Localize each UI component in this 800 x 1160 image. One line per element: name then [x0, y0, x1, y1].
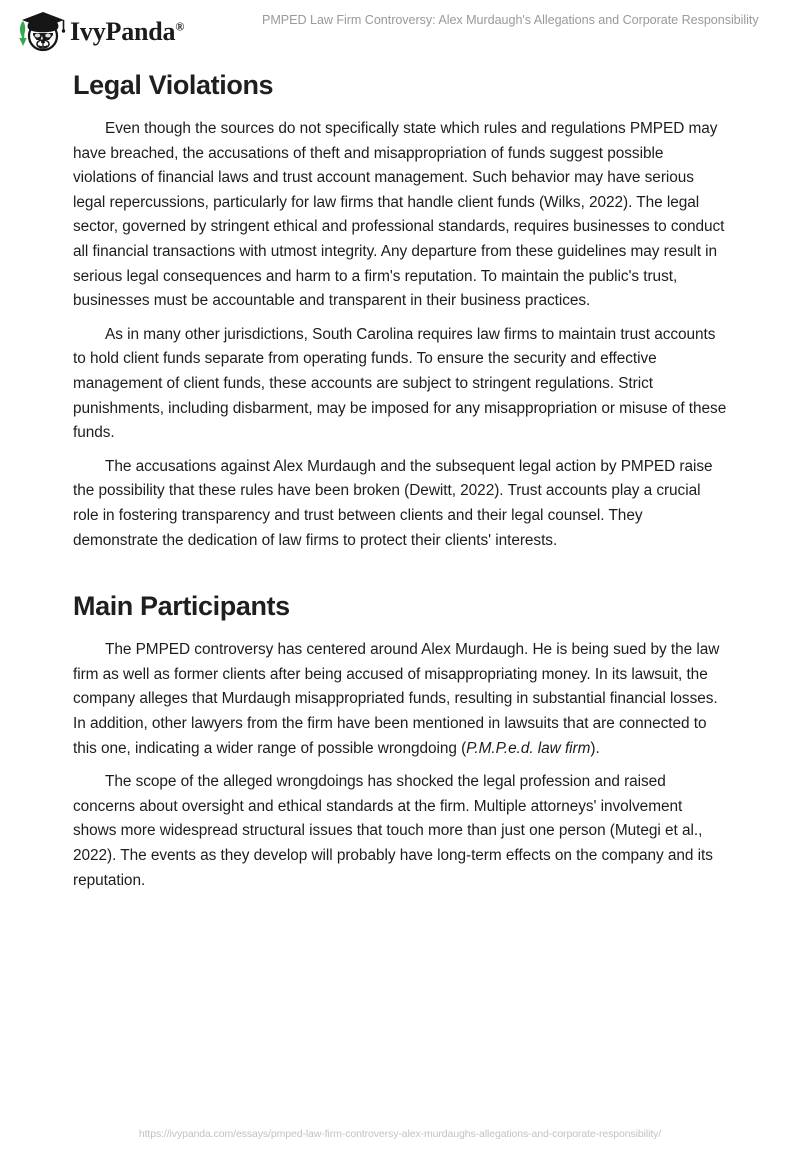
- paragraph: As in many other jurisdictions, South Carolina requires law firms to maintain trust accounts to hold client funds separate from operating funds. To ensure the security and effective management of client funds, these accounts are subject to stringent regulations. Strict punishments, including disbarment, may be imposed for any misappropriation or misuse of these funds.: [73, 325, 727, 442]
- page-header: [0, 0, 800, 62]
- section-heading-main-participants: Main Participants: [73, 591, 290, 622]
- paragraph-text-before-citation: The PMPED controversy has centered around Alex Murdaugh. He is being sued by the law firm as well as former clients after being accused of misappropriating money. In its lawsuit, the company alleges that Murdaugh misappropriated funds, resulting in substantial financial losses. In addition, other lawyers from the firm have been mentioned in lawsuits that are connected to this one, indicating a wider range of possible wrongdoing (: [73, 641, 720, 757]
- document-body: [73, 70, 728, 902]
- paragraph: The scope of the alleged wrongdoings has shocked the legal profession and raised concerns about oversight and ethical standards at the firm. Multiple attorneys' involvement shows more widespread structural issues that touch more than just one person (Mutegi et al., 2022). The events as they develop will probably have long-term effects on the company and its reputation.: [73, 773, 713, 889]
- registered-trademark-icon: ®: [175, 19, 185, 34]
- ivypanda-panda-graduate-logo-icon: [14, 8, 66, 54]
- source-url-link[interactable]: https://ivypanda.com/essays/pmped-law-firm-controversy-alex-murdaughs-allegations-and-corporate-responsibility/: [138, 1128, 662, 1140]
- brand-wordmark: [70, 19, 184, 45]
- paragraph: The accusations against Alex Murdaugh and the subsequent legal action by PMPED raise the possibility that these rules have been broken (Dewitt, 2022). Trust accounts play a crucial role in fostering transparency and trust between clients and their legal counsel. They demonstrate the dedication of law firms to protect their clients' interests.: [73, 457, 713, 549]
- paragraph: [73, 638, 728, 761]
- section-heading-legal-violations: Legal Violations: [73, 70, 274, 100]
- italic-source-title: P.M.P.e.d. law firm: [466, 739, 591, 757]
- ivypanda-brand-logo[interactable]: [14, 7, 184, 55]
- paragraph-text-after-citation: ).: [590, 739, 600, 757]
- paragraph: Even though the sources do not specifically state which rules and regulations PMPED may have breached, the accusations of theft and misappropriation of funds suggest possible violations of financial laws and trust account management. Such behavior may have serious legal repercussions, particularly for law firms that handle client funds (Wilks, 2022). The legal sector, governed by stringent ethical and professional standards, requires businesses to conduct all financial transactions with utmost integrity. Any departure from these guidelines may result in serious legal consequences and harm to a firm's reputation. To maintain the public's trust, businesses must be accountable and transparent in their business practices.: [73, 120, 725, 310]
- brand-name-text: IvyPanda: [70, 17, 176, 46]
- page-footer: [0, 1120, 800, 1160]
- document-running-title: PMPED Law Firm Controversy: Alex Murdaugh's Allegations and Corporate Responsibility: [262, 13, 759, 27]
